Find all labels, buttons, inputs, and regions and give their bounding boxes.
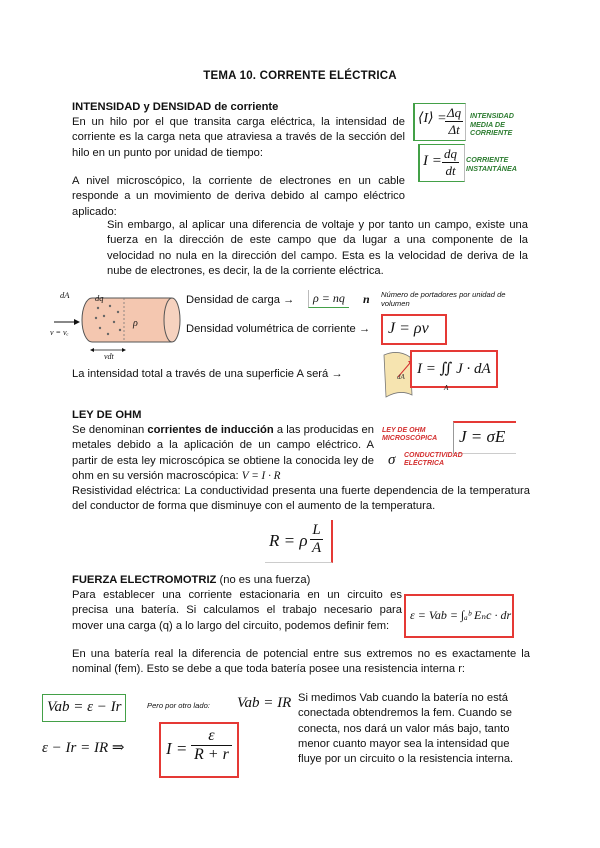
paragraph-intensidad: En un hilo por el que transita carga eléctrica, la intensidad de corriente es la carga neta que atraviesa a través de la sección del hilo en un punto por unidad de tiempo: — [72, 116, 405, 159]
text-densidad-volumetrica: Densidad volumétrica de corriente → — [186, 323, 371, 335]
text-pero-otro-lado: Pero por otro lado: — [147, 701, 210, 710]
paragraph-fem: Para establecer una corriente estacionaria en un circuito es precisa una batería. Si calculamos el trabajo necesario para mover una carga (q) a lo largo del circuito, podemos definir fem: — [72, 589, 402, 632]
formula-I-integral: I = ∬ J · dA — [417, 361, 491, 377]
formula-resistencia: R = ρ L A — [265, 520, 333, 563]
formula-vab-ir: Vab = IR — [237, 695, 292, 711]
paragraph-microscopico: A nivel microscópico, la corriente de electrones en un cable responde a un movimiento de deriva debido al campo eléctrico aplicado: — [72, 175, 405, 218]
paragraph-medicion: Si medimos Vab cuando la batería no está conectada obtendremos la fem. Cuando se conecta, nos dará un valor más bajo, tanto menor cuanto mayor sea la intensidad que fluye por un circuito o la resistencia interna. — [298, 692, 514, 766]
formula-I-integral-box — [410, 350, 498, 388]
wire-section-right — [164, 298, 180, 342]
section-heading-intensidad: INTENSIDAD y DENSIDAD de corriente — [72, 101, 279, 113]
note-numero-portadores: Número de portadores por unidad de volumen — [381, 290, 506, 308]
label-conductividad: CONDUCTIVIDAD ELÉCTRICA — [404, 452, 463, 467]
formula-J-box — [381, 314, 447, 345]
formula-vab: Vab = ε − Ir — [47, 699, 122, 715]
label-ley-ohm: LEY DE OHM MICROSCÓPICA — [382, 427, 438, 442]
paragraph-resistividad: Resistividad eléctrica: La conductividad presenta una fuerte dependencia de la temperatura del conductor de forma que disminuye con el aumento de la temperatura. — [72, 485, 530, 513]
wire-diagram — [52, 288, 184, 360]
section-heading-fem: FUERZA ELECTROMOTRIZ (no es una fuerza) — [72, 574, 311, 586]
formula-corriente-instantanea: I = dq dt — [418, 144, 465, 182]
wire-label-dq: dq — [95, 293, 104, 303]
integral-subscript-A: A — [444, 384, 449, 392]
section-heading-ohm: LEY DE OHM — [72, 409, 142, 421]
wire-label-dA: dA — [60, 290, 70, 300]
paragraph-bateria-real: En una batería real la diferencia de potencial entre sus extremos no es exactamente la nominal (fem). Esto se debe a que toda batería posee una resistencia interna r: — [72, 648, 530, 676]
formula-ohm: J = σE — [459, 427, 506, 446]
formula-rho-box — [308, 290, 349, 308]
formula-rho: ρ = nq — [313, 291, 345, 305]
formula-fem-box — [404, 594, 514, 638]
formula-intensidad-media: ⟨I⟩ = Δq Δt — [413, 103, 466, 141]
paragraph-ohm: Se denominan corrientes de inducción a las producidas en metales debido a la aplicación de un campo eléctrico. A partir de esta ley microscópica se obtiene la conocida ley de ohm en su versión macroscópica: V = I · R — [72, 424, 374, 482]
surface-label-dA: dA — [397, 373, 405, 381]
page-title: TEMA 10. CORRENTE ELÉCTRICA — [203, 70, 397, 82]
text-intensidad-total: La intensidad total a través de una superficie A será → — [72, 368, 343, 380]
paragraph-deriva: Sin embargo, al aplicar una diferencia de voltaje y por tanto un campo, existe una fuerza en la dirección de este campo que da lugar a una componente de la velocidad no nula en la dirección del campo. Esta es la velocidad de deriva de la nube de electrones, es decir, la de la corriente eléctrica. — [107, 219, 528, 277]
formula-vab-box — [42, 694, 126, 722]
symbol-n: n — [363, 292, 370, 306]
formula-fem: ε = Vab = ∫ₐᵇ Eₙc · dr — [410, 608, 512, 622]
formula-chain: ε − Ir = IR ⇒ — [42, 740, 125, 756]
formula-ohm-box — [453, 421, 516, 454]
text-densidad-carga: Densidad de carga → — [186, 294, 295, 306]
wire-body — [92, 298, 172, 342]
formula-I-final-box: I = ε R + r — [159, 722, 239, 778]
wire-label-vdt: vdt — [104, 352, 114, 361]
label-corriente-instantanea: CORRIENTE INSTANTÁNEA — [466, 155, 517, 173]
symbol-sigma: σ — [388, 452, 396, 468]
wire-label-v: v = vₑ — [50, 328, 69, 337]
label-intensidad-media: INTENSIDAD MEDIA DE CORRIENTE — [470, 111, 514, 137]
formula-J: J = ρv — [388, 320, 429, 337]
wire-label-rho: ρ — [133, 318, 138, 329]
